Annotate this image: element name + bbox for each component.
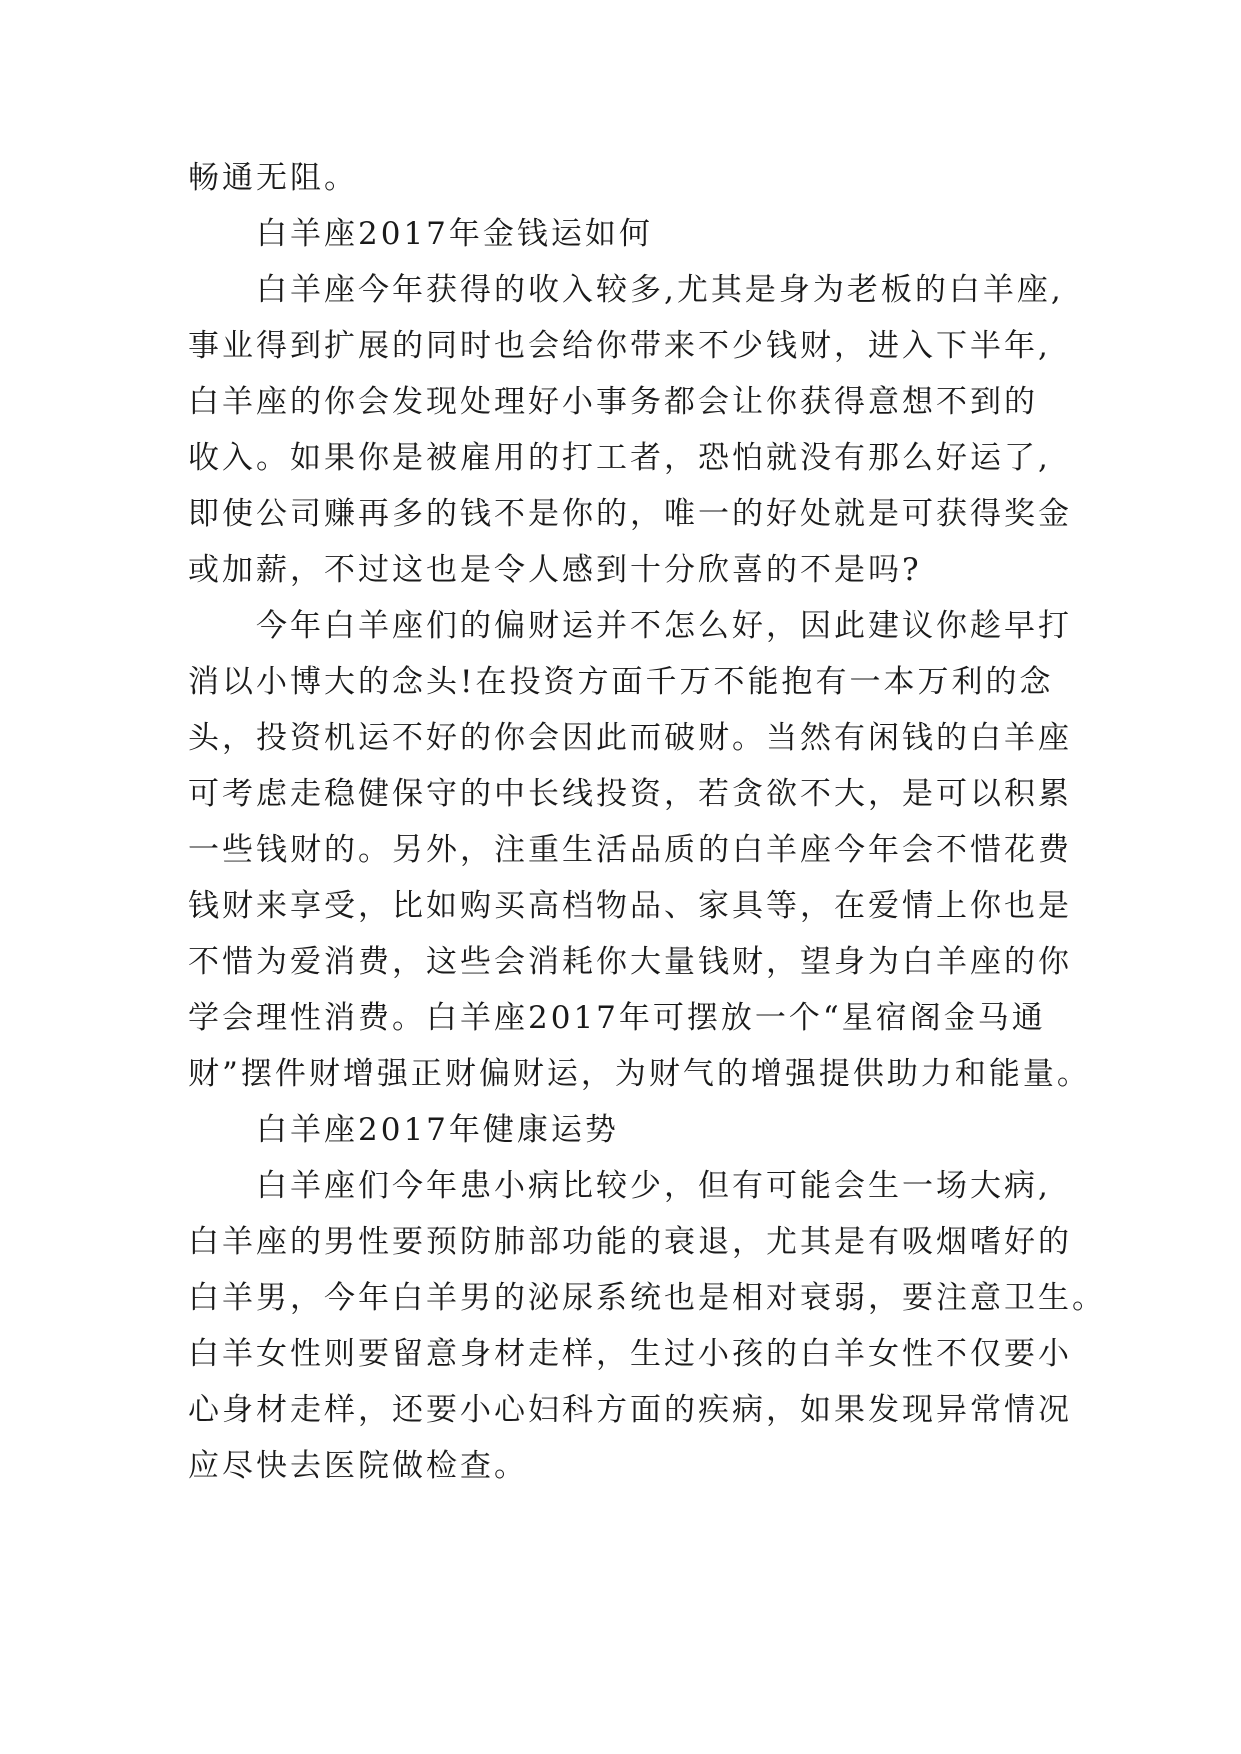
paragraph-line: 畅通无阻。 <box>188 160 358 196</box>
paragraph-line: 白羊座们今年患小病比较少，但有可能会生一场大病, <box>256 1168 1051 1204</box>
document-body <box>188 150 1106 1494</box>
paragraph-line: 可考虑走稳健保守的中长线投资，若贪欲不大，是可以积累 <box>188 776 1072 812</box>
paragraph-line: 或加薪，不过这也是令人感到十分欣喜的不是吗? <box>188 552 922 588</box>
paragraph-line: 一些钱财的。另外，注重生活品质的白羊座今年会不惜花费 <box>188 832 1072 868</box>
paragraph-line: 心身材走样，还要小心妇科方面的疾病，如果发现异常情况 <box>188 1392 1072 1428</box>
paragraph-line: 事业得到扩展的同时也会给你带来不少钱财，进入下半年, <box>188 328 1051 364</box>
paragraph-line: 白羊座今年获得的收入较多,尤其是身为老板的白羊座, <box>256 272 1064 308</box>
paragraph-line: 即使公司赚再多的钱不是你的，唯一的好处就是可获得奖金 <box>188 496 1072 532</box>
paragraph-line: 今年白羊座们的偏财运并不怎么好，因此建议你趁早打 <box>256 608 1072 644</box>
paragraph-line: 白羊男，今年白羊男的泌尿系统也是相对衰弱，要注意卫生。 <box>188 1280 1106 1316</box>
paragraph-line: 头，投资机运不好的你会因此而破财。当然有闲钱的白羊座 <box>188 720 1072 756</box>
paragraph-line: 白羊座的男性要预防肺部功能的衰退，尤其是有吸烟嗜好的 <box>188 1224 1072 1260</box>
paragraph-line: 消以小博大的念头!在投资方面千万不能抱有一本万利的念 <box>188 664 1054 700</box>
section-heading-health: 白羊座2017年健康运势 <box>256 1112 619 1148</box>
paragraph-line: 白羊女性则要留意身材走样，生过小孩的白羊女性不仅要小 <box>188 1336 1072 1372</box>
paragraph-line: 应尽快去医院做检查。 <box>188 1448 528 1484</box>
paragraph-line: 不惜为爱消费，这些会消耗你大量钱财，望身为白羊座的你 <box>188 944 1072 980</box>
paragraph-line: 学会理性消费。白羊座2017年可摆放一个“星宿阁金马通 <box>188 1000 1046 1036</box>
section-heading-money: 白羊座2017年金钱运如何 <box>256 216 653 252</box>
paragraph-line: 收入。如果你是被雇用的打工者，恐怕就没有那么好运了, <box>188 440 1051 476</box>
paragraph-line: 白羊座的你会发现处理好小事务都会让你获得意想不到的 <box>188 384 1038 420</box>
paragraph-line: 财”摆件财增强正财偏财运，为财气的增强提供助力和能量。 <box>188 1056 1091 1092</box>
paragraph-line: 钱财来享受，比如购买高档物品、家具等，在爱情上你也是 <box>188 888 1072 924</box>
